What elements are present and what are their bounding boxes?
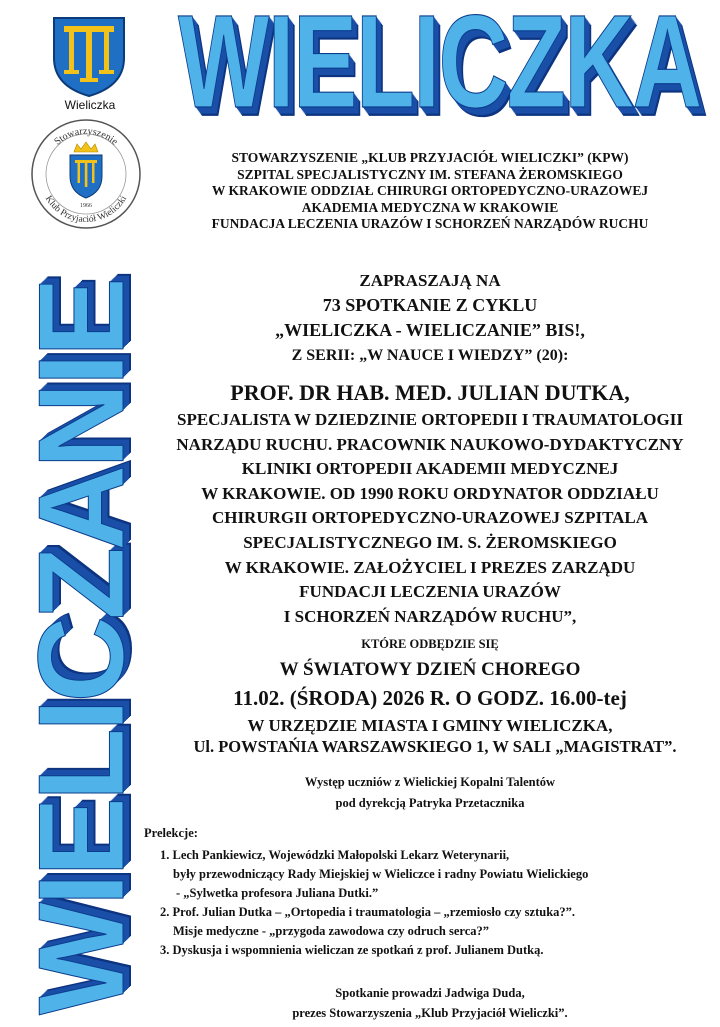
organizer-line: AKADEMIA MEDYCZNA W KRAKOWIE: [301, 199, 559, 215]
society-seal-icon: [30, 118, 142, 230]
bio-line: SPECJALISTA W DZIEDZINIE ORTOPEDII I TRAUMATOLOGII: [177, 410, 683, 429]
bio-line: W KRAKOWIE. OD 1990 ROKU ORDYNATOR ODDZIAŁU: [201, 483, 659, 503]
bio-line: I SCHORZEŃ NARZĄDÓW RUCHU”,: [283, 606, 577, 626]
list-item-continuation: Misje medyczne - „przygoda zawodowa czy odruch serca?”: [173, 924, 490, 938]
invite-series-subtitle: Z SERII: „W NAUCE I WIEDZY” (20):: [291, 347, 569, 364]
title-wieliczanie-vertical: WIELICZANIE: [13, 281, 149, 1016]
event-title: W ŚWIATOWY DZIEŃ CHOREGO: [279, 659, 581, 680]
seal-text-bottom: Klub Przyjaciół Wieliczki: [42, 194, 130, 226]
bio-line: KLINIKI ORTOPEDII AKADEMII MEDYCZNEJ: [241, 459, 619, 479]
lectures-list: [144, 824, 720, 960]
host-line: Spotkanie prowadzi Jadwiga Duda,: [335, 986, 525, 1000]
list-item-continuation: - „Sylwetka profesora Juliana Dutki.”: [176, 886, 379, 900]
invite-series-number: 73 SPOTKANIE Z CYKLU: [322, 295, 538, 315]
invite-series-title: „WIELICZKA - WIELICZANIE” BIS!,: [275, 320, 585, 340]
event-venue: W URZĘDZIE MIASTA I GMINY WIELICZKA,: [247, 716, 613, 735]
list-item-continuation: były przewodniczący Rady Miejskiej w Wieliczce i radny Powiatu Wielickiego: [173, 867, 589, 881]
bio-line: NARZĄDU RUCHU. PRACOWNIK NAUKOWO-DYDAKTYCZNY: [176, 434, 684, 454]
event-datetime: 11.02. (ŚRODA) 2026 R. O GODZ. 16.00-tej: [233, 686, 627, 710]
list-item: 3. Dyskusja i wspomnienia wieliczan ze spotkań z prof. Julianem Dutką.: [160, 943, 544, 957]
organizer-line: STOWARZYSZENIE „KLUB PRZYJACIÓŁ WIELICZKI” (KPW): [231, 150, 629, 165]
organizer-line: FUNDACJA LECZENIA URAZÓW I SCHORZEŃ NARZĄDÓW RUCHU: [211, 216, 649, 231]
host-note: [150, 983, 710, 1023]
title-wieliczka: WIELICZKA: [178, 0, 701, 136]
organizers-list: [150, 150, 710, 233]
invite-line: ZAPRASZAJĄ NA: [359, 271, 501, 290]
organizer-line: W KRAKOWIE ODDZIAŁ CHIRURGI ORTOPEDYCZNO-URAZOWEJ: [211, 183, 649, 198]
event-intro: KTÓRE ODBĘDZIE SIĘ: [361, 637, 499, 651]
bio-line: SPECJALISTYCZNEGO IM. S. ŻEROMSKIEGO: [243, 532, 617, 552]
organizer-line: SZPITAL SPECJALISTYCZNY IM. STEFANA ŻEROMSKIEGO: [237, 166, 623, 182]
invitation-block: [150, 268, 710, 368]
lectures-heading: Prelekcje:: [144, 826, 198, 840]
bio-line: CHIRURGII ORTOPEDYCZNO-URAZOWEJ SZPITALA: [211, 508, 649, 528]
performance-line: Występ uczniów z Wielickiej Kopalni Talentów: [304, 775, 556, 789]
performance-note: [150, 772, 710, 814]
event-address: Ul. POWSTAŃIA WARSZAWSKIEGO 1, W SALI „MAGISTRAT”.: [193, 737, 677, 756]
seal-year: 1966: [80, 203, 92, 209]
speaker-bio: [150, 408, 710, 629]
performance-line: pod dyrekcją Patryka Przetacznika: [335, 796, 525, 810]
host-line: prezes Stowarzyszenia „Klub Przyjaciół Wieliczki”.: [292, 1006, 568, 1020]
bio-line: W KRAKOWIE. ZAŁOŻYCIEL I PREZES ZARZĄDU: [224, 557, 636, 577]
coat-caption: Wieliczka: [64, 98, 116, 112]
seal-text-top: Stowarzyszenie: [52, 125, 120, 148]
list-item: 1. Lech Pankiewicz, Wojewódzki Małopolski Lekarz Weterynarii,: [160, 848, 510, 862]
wieliczka-coat-of-arms-icon: [50, 14, 128, 98]
bio-line: FUNDACJI LECZENIA URAZÓW: [299, 582, 561, 602]
speaker-name: PROF. DR HAB. MED. JULIAN DUTKA,: [230, 380, 630, 405]
list-item: 2. Prof. Julian Dutka – „Ortopedia i traumatologia – „rzemiosło czy sztuka?”.: [160, 905, 576, 919]
